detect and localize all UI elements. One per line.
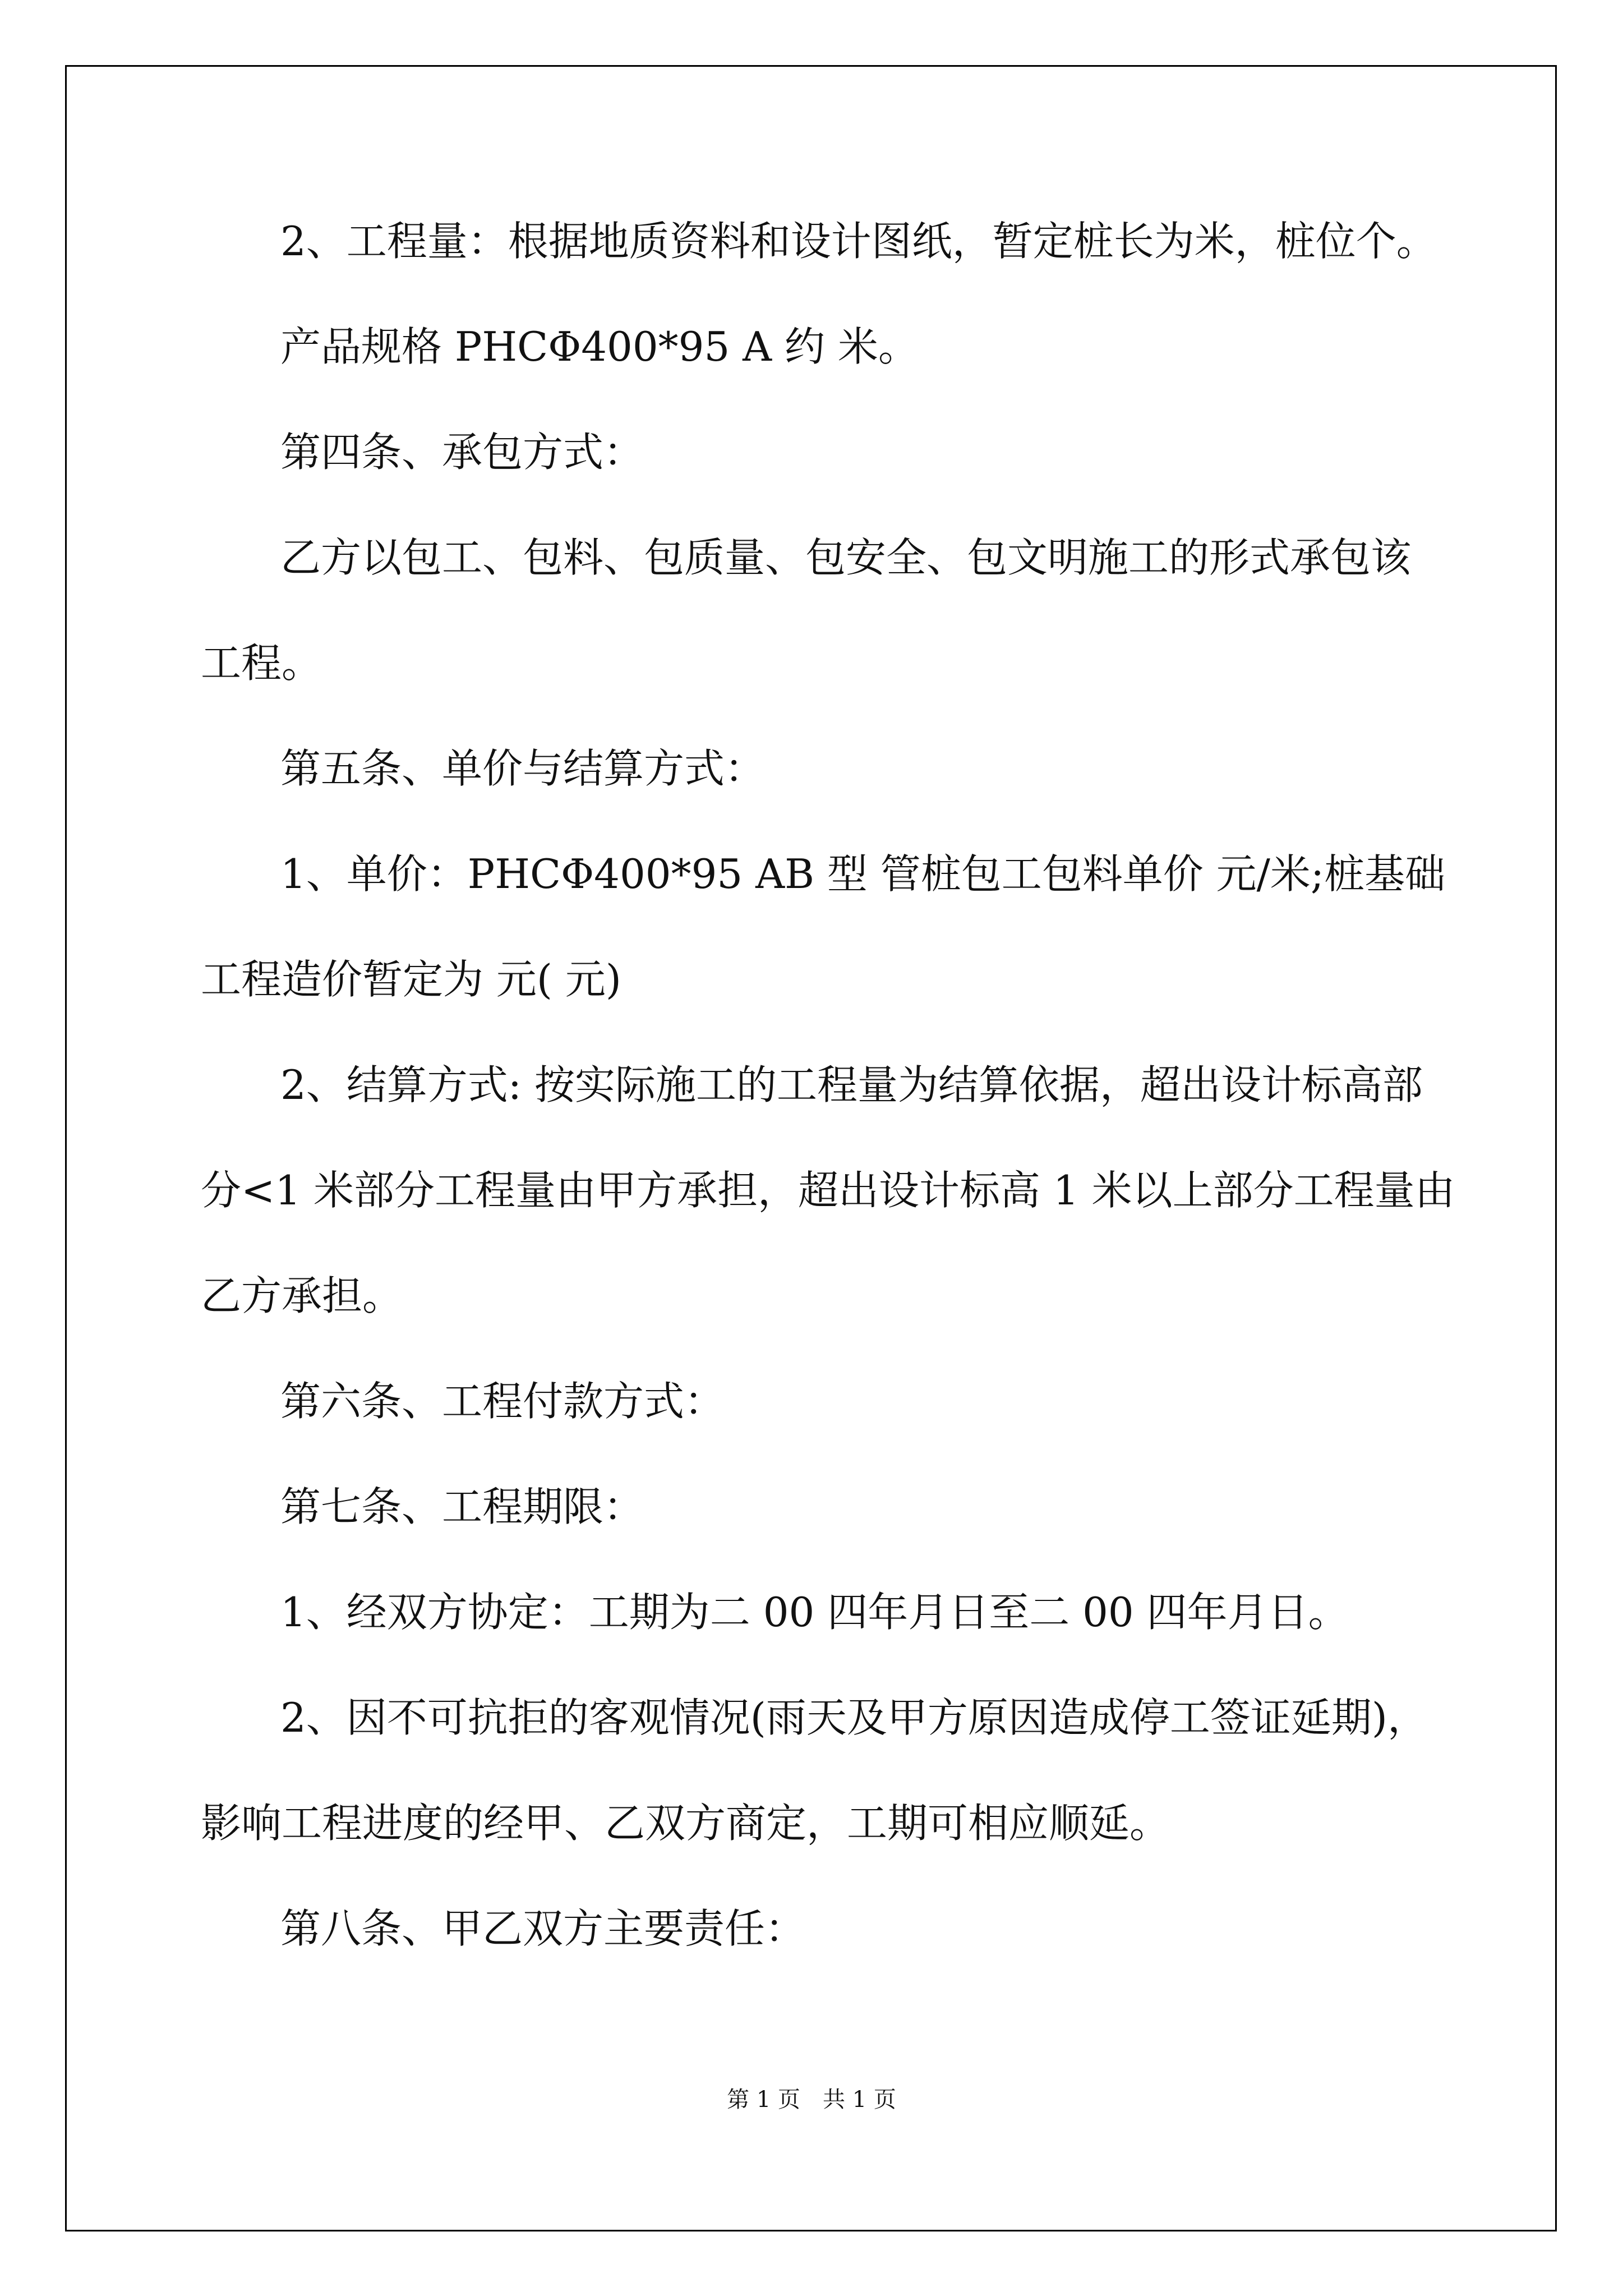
paragraph-line: 1、经双方协定：工期为二 00 四年月日至二 00 四年月日。	[280, 1589, 1349, 1636]
paragraph-line: 工程。	[201, 639, 322, 687]
section-heading: 第四条、承包方式：	[280, 429, 644, 476]
paragraph-line: 1、单价：PHCΦ400*95 AB 型 管桩包工包料单价 元/米;桩基础	[280, 850, 1446, 898]
paragraph-line: 乙方以包工、包料、包质量、包安全、包文明施工的形式承包该	[280, 534, 1412, 581]
paragraph-line: 分<1 米部分工程量由甲方承担，超出设计标高 1 米以上部分工程量由	[201, 1167, 1455, 1214]
page-number: 第 1 页 共 1 页	[727, 2087, 896, 2113]
paragraph-line: 2、结算方式: 按实际施工的工程量为结算依据，超出设计标高部	[280, 1061, 1423, 1108]
paragraph-line: 2、因不可抗拒的客观情况(雨天及甲方原因造成停工签证延期)，	[280, 1694, 1428, 1741]
paragraph-line: 产品规格 PHCΦ400*95 A 约 米。	[280, 323, 919, 370]
paragraph-line: 影响工程进度的经甲、乙双方商定，工期可相应顺延。	[201, 1800, 1170, 1847]
paragraph-line: 2、工程量：根据地质资料和设计图纸，暂定桩长为米，桩位个。	[280, 218, 1437, 265]
section-heading: 第八条、甲乙双方主要责任：	[280, 1905, 806, 1952]
section-heading: 第六条、工程付款方式：	[280, 1378, 725, 1425]
paragraph-line: 工程造价暂定为 元( 元)	[201, 956, 621, 1003]
paragraph-line: 乙方承担。	[201, 1272, 403, 1319]
section-heading: 第五条、单价与结算方式：	[280, 745, 766, 792]
section-heading: 第七条、工程期限：	[280, 1483, 644, 1530]
